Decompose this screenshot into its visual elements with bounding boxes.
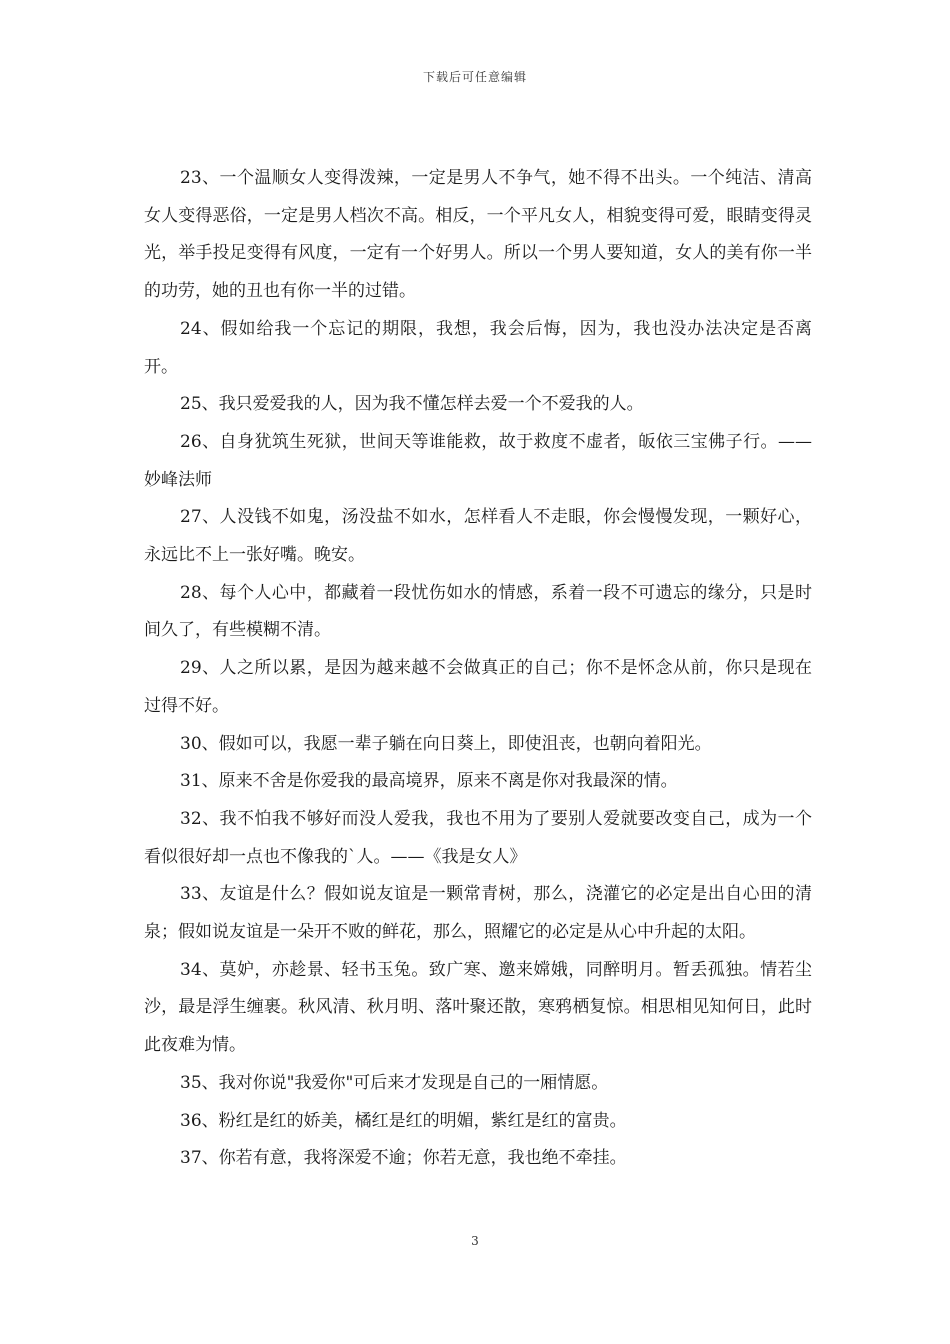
paragraph-24: 24、假如给我一个忘记的期限，我想，我会后悔，因为，我也没办法决定是否离开。 xyxy=(144,318,812,377)
paragraph-23: 23、一个温顺女人变得泼辣，一定是男人不争气，她不得不出头。一个纯洁、清高女人变得恶俗，一定是男人档次不高。相反，一个平凡女人，相貌变得可爱，眼睛变得灵光，举手投足变得有风度，一定有一个好男人。所以一个男人要知道，女人的美有你一半的功劳，她的丑也有你一半的过错。 xyxy=(144,168,812,302)
paragraph-30: 30、假如可以，我愿一辈子躺在向日葵上，即使沮丧，也朝向着阳光。 xyxy=(180,733,712,754)
paragraph-33: 33、友谊是什么？假如说友谊是一颗常青树，那么，浇灌它的必定是出自心田的清泉；假如说友谊是一朵开不败的鲜花，那么，照耀它的必定是从心中升起的太阳。 xyxy=(144,884,812,943)
paragraph-34: 34、莫妒，亦趁景、轻书玉兔。致广寒、邀来嫦娥，同醉明月。暂丢孤独。情若尘沙，最是浮生缠裹。秋风清、秋月明、落叶聚还散，寒鸦栖复惊。相思相见知何日，此时此夜难为情。 xyxy=(144,959,812,1056)
paragraph-26: 26、自身犹筑生死狱，世间天等谁能救，故于救度不虚者，皈依三宝佛子行。——妙峰法师 xyxy=(144,431,812,490)
page-header: 下载后可任意编辑 xyxy=(422,70,527,84)
paragraph-28: 28、每个人心中，都藏着一段忧伤如水的情感，系着一段不可遗忘的缘分，只是时间久了，有些模糊不清。 xyxy=(144,582,812,641)
paragraph-29: 29、人之所以累，是因为越来越不会做真正的自己；你不是怀念从前，你只是现在过得不好。 xyxy=(144,658,812,716)
paragraph-31: 31、原来不舍是你爱我的最高境界，原来不离是你对我最深的情。 xyxy=(180,771,678,792)
document-body xyxy=(144,160,812,1178)
paragraph-32: 32、我不怕我不够好而没人爱我，我也不用为了要别人爱就要改变自己，成为一个看似很好却一点也不像我的`人。——《我是女人》 xyxy=(144,808,812,867)
paragraph-27: 27、人没钱不如鬼，汤没盐不如水，怎样看人不走眼，你会慢慢发现，一颗好心，永远比不上一张好嘴。晚安。 xyxy=(144,507,812,566)
paragraph-37: 37、你若有意，我将深爱不逾；你若无意，我也绝不牵挂。 xyxy=(180,1148,627,1169)
paragraph-35: 35、我对你说"我爱你"可后来才发现是自己的一厢情愿。 xyxy=(180,1072,609,1093)
paragraph-25: 25、我只爱爱我的人，因为我不懂怎样去爱一个不爱我的人。 xyxy=(180,394,644,415)
page-number: 3 xyxy=(471,1234,479,1248)
paragraph-36: 36、粉红是红的娇美，橘红是红的明媚，紫红是红的富贵。 xyxy=(180,1110,627,1131)
